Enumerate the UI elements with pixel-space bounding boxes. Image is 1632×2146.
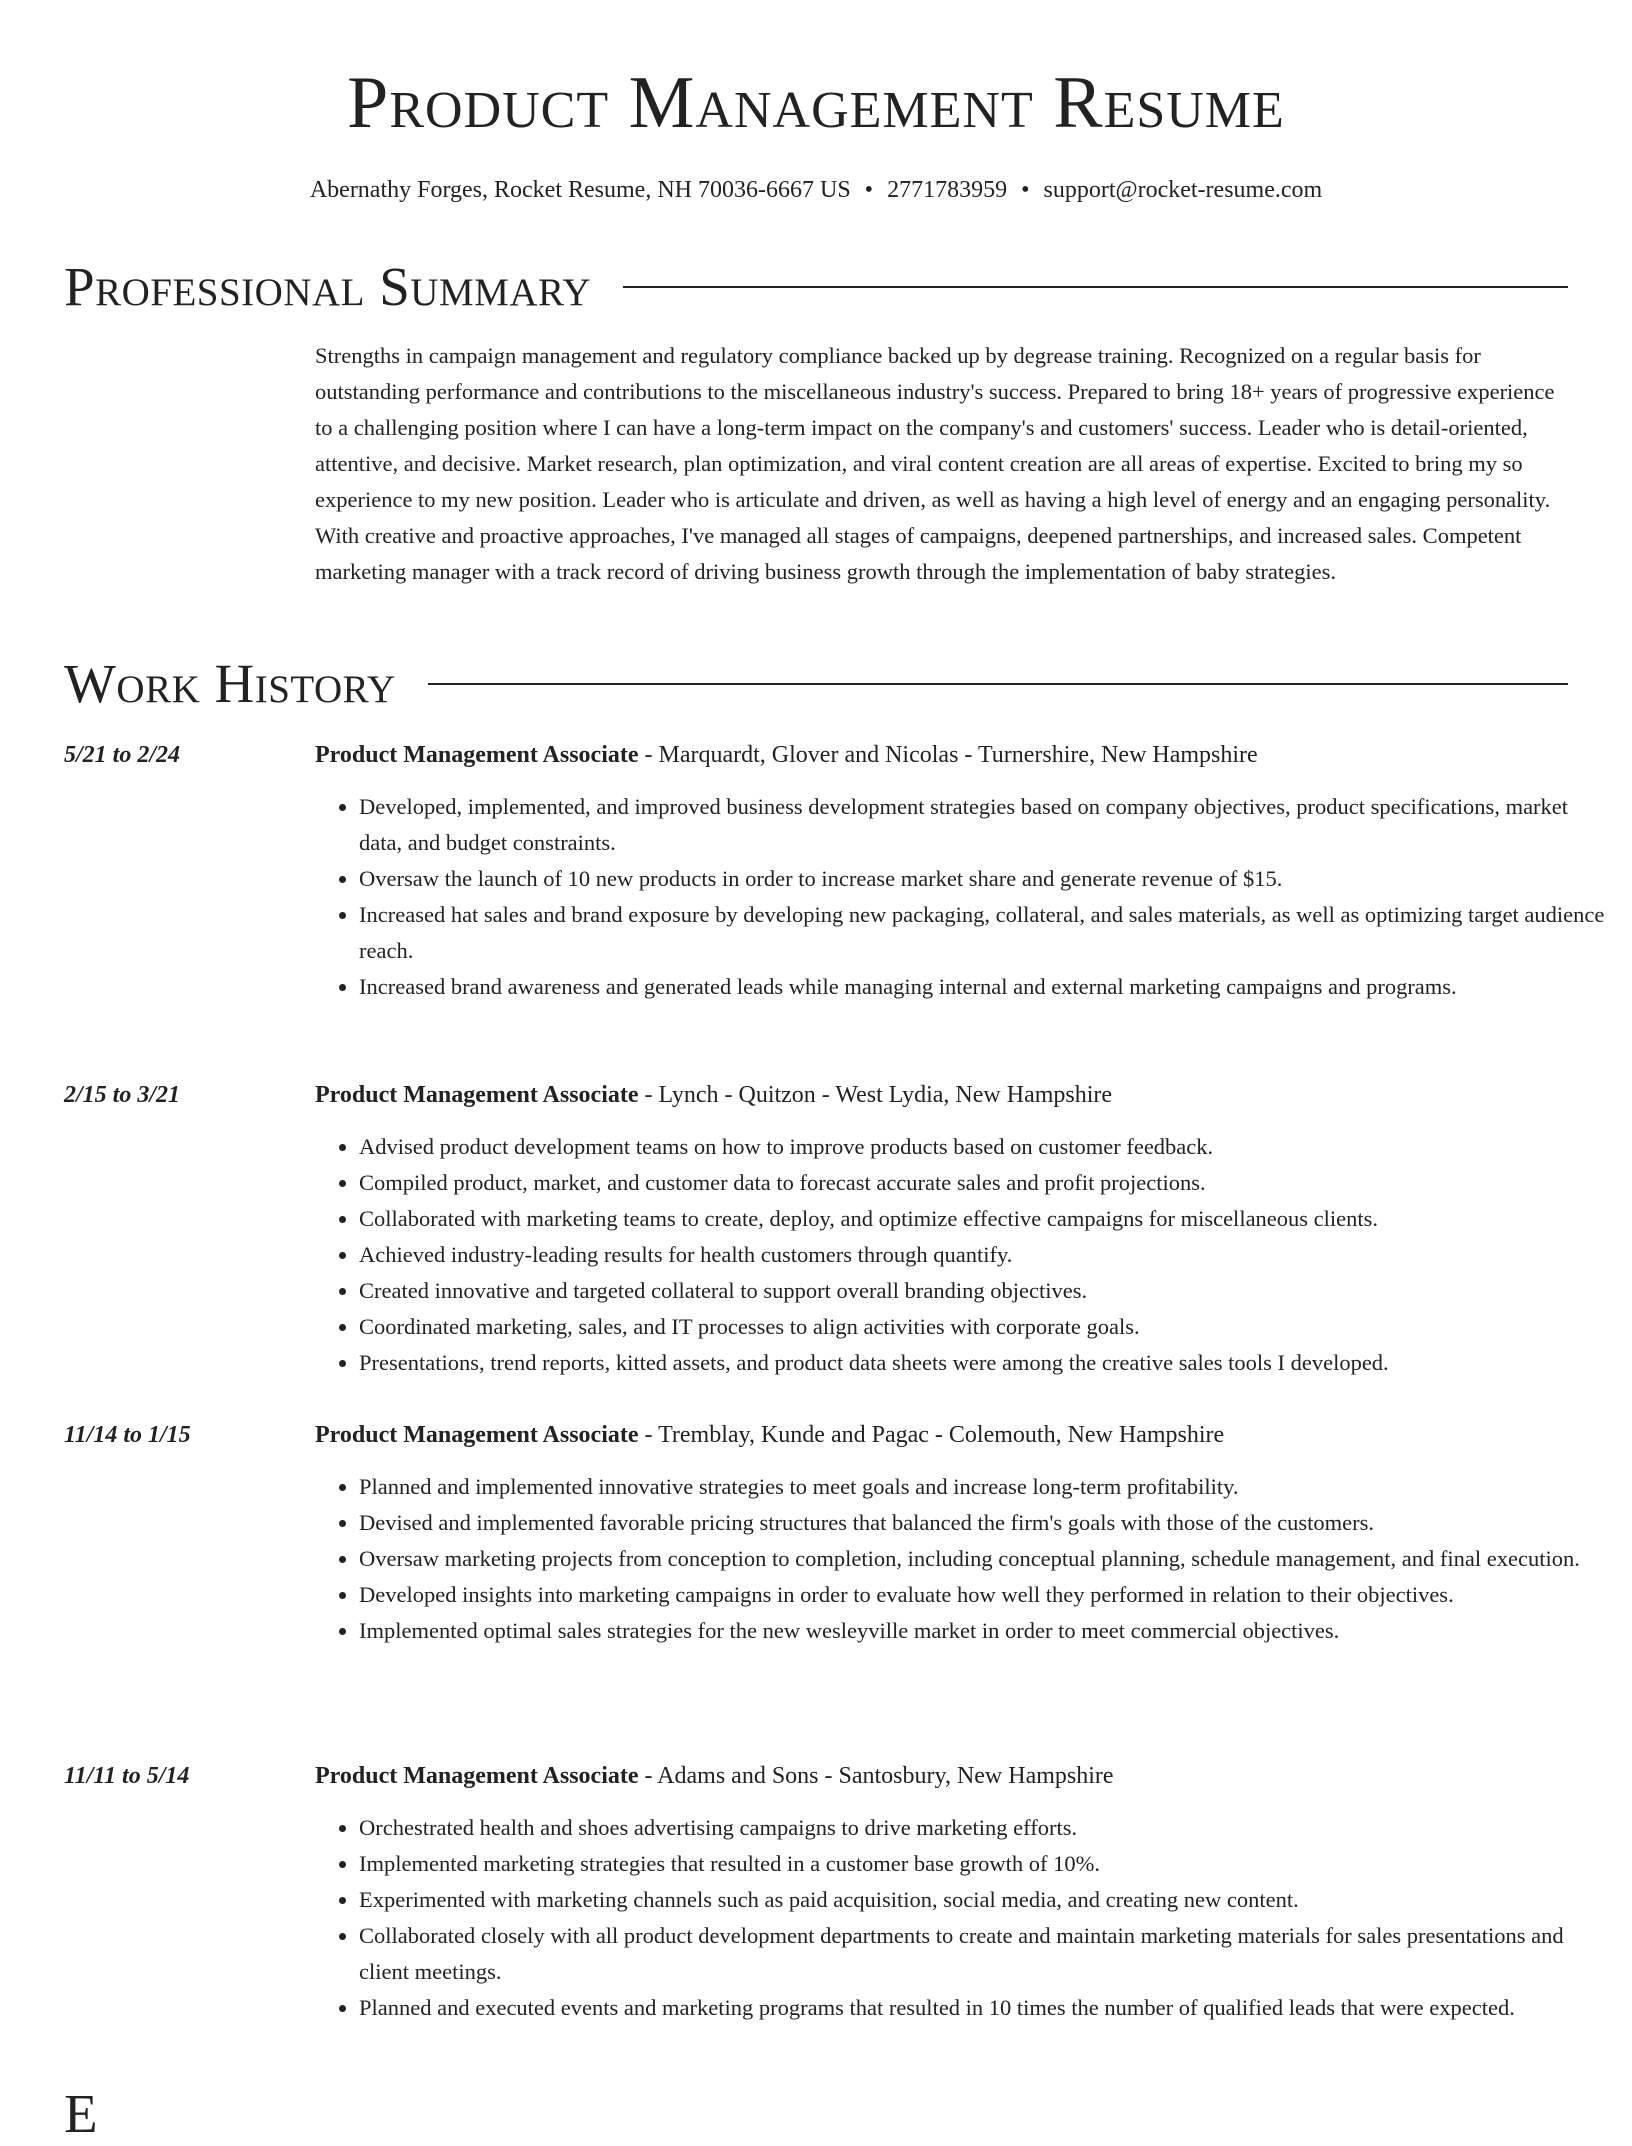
summary-section-title: Professional Summary: [64, 256, 592, 317]
job-company: - Adams and Sons - Santosbury, New Hampshire: [638, 1763, 1114, 1789]
job-bullet: • Compiled product, market, and customer data to forecast accurate sales and profit projections.: [359, 1165, 1612, 1201]
summary-text: Strengths in campaign management and regulatory compliance backed up by degrease training. Recognized on a regular basis for outstanding performance and contributions to the miscellaneous industry's success. Prepared to bring 18+ years of progressive experience to a challenging position where I can have a long-term impact on the company's and customers' success. Leader who is detail-oriented, attentive, and decisive. Market research, plan optimization, and viral content creation are all areas of expertise. Excited to bring my so experience to my new position. Leader who is articulate and driven, as well as having a high level of energy and an engaging personality. With creative and proactive approaches, I've managed all stages of campaigns, deepened partnerships, and increased sales. Competent marketing manager with a track record of driving business growth through the implementation of baby strategies.: [315, 343, 1555, 584]
job-role: Product Management Associate: [315, 1082, 639, 1108]
job-bullet: • Oversaw marketing projects from conception to completion, including conceptual planning, schedule management, and final execution.: [359, 1541, 1612, 1577]
job-heading: [315, 1758, 1568, 1794]
contact-line: [0, 174, 1632, 206]
contact-phone: 2771783959: [887, 177, 1008, 203]
next-section-title-partial: E: [64, 2083, 98, 2144]
job-bullet: • Oversaw the launch of 10 new products in order to increase market share and generate revenue of $15.: [359, 861, 1612, 897]
job-bullets: [315, 1129, 1612, 1381]
job-bullet: • Presentations, trend reports, kitted assets, and product data sheets were among the creative sales tools I developed.: [359, 1345, 1612, 1381]
job-heading: [315, 737, 1568, 773]
job-dates: 11/11 to 5/14: [64, 1763, 190, 1789]
contact-address: Abernathy Forges, Rocket Resume, NH 70036-6667 US: [309, 177, 851, 203]
job-bullet: • Orchestrated health and shoes advertising campaigns to drive marketing efforts.: [359, 1810, 1612, 1846]
work-section-heading: [64, 652, 1568, 716]
job-bullet: • Collaborated closely with all product development departments to create and maintain marketing materials for sales presentations and client meetings.: [359, 1918, 1612, 1990]
job-bullet: • Planned and executed events and marketing programs that resulted in 10 times the number of qualified leads that were expected.: [359, 1990, 1612, 2026]
job-bullet: • Increased hat sales and brand exposure by developing new packaging, collateral, and sales materials, as well as optimizing target audience reach.: [359, 897, 1612, 969]
job-role: Product Management Associate: [315, 742, 639, 768]
job-dates: 5/21 to 2/24: [64, 742, 181, 768]
job-company: - Tremblay, Kunde and Pagac - Colemouth, New Hampshire: [638, 1422, 1225, 1448]
job-bullet: • Devised and implemented favorable pricing structures that balanced the firm's goals with those of the customers.: [359, 1505, 1612, 1541]
contact-separator: •: [1021, 177, 1030, 203]
resume-title: Product Management Resume: [347, 62, 1285, 144]
contact-separator: •: [864, 177, 874, 203]
job-role: Product Management Associate: [315, 1763, 639, 1789]
job-heading: [315, 1417, 1568, 1453]
job-bullet: • Developed insights into marketing campaigns in order to evaluate how well they performed in relation to their objectives.: [359, 1577, 1612, 1613]
job-bullet: • Planned and implemented innovative strategies to meet goals and increase long-term profitability.: [359, 1469, 1612, 1505]
job-dates: 11/14 to 1/15: [64, 1422, 191, 1448]
contact-email: support@rocket-resume.com: [1043, 177, 1323, 203]
job-bullet: • Experimented with marketing channels such as paid acquisition, social media, and creating new content.: [359, 1882, 1612, 1918]
job-role: Product Management Associate: [315, 1422, 639, 1448]
job-bullet: • Implemented marketing strategies that resulted in a customer base growth of 10%.: [359, 1846, 1612, 1882]
job-company: - Lynch - Quitzon - West Lydia, New Hampshire: [638, 1082, 1113, 1108]
job-bullet: • Coordinated marketing, sales, and IT processes to align activities with corporate goals.: [359, 1309, 1612, 1345]
job-bullet: • Developed, implemented, and improved business development strategies based on company objectives, product specifications, market data, and budget constraints.: [359, 789, 1612, 861]
section-divider: [428, 683, 1568, 685]
job-bullet: • Created innovative and targeted collateral to support overall branding objectives.: [359, 1273, 1612, 1309]
job-bullet: • Increased brand awareness and generated leads while managing internal and external marketing campaigns and programs.: [359, 969, 1612, 1005]
job-bullet: • Implemented optimal sales strategies for the new wesleyville market in order to meet commercial objectives.: [359, 1613, 1612, 1649]
section-divider: [623, 286, 1568, 288]
summary-section-heading: [64, 255, 1568, 319]
job-bullet: • Collaborated with marketing teams to create, deploy, and optimize effective campaigns for miscellaneous clients.: [359, 1201, 1612, 1237]
job-company: - Marquardt, Glover and Nicolas - Turnershire, New Hampshire: [638, 742, 1258, 768]
job-bullet: • Advised product development teams on how to improve products based on customer feedback.: [359, 1129, 1612, 1165]
work-section-title: Work History: [64, 653, 396, 714]
job-bullets: [315, 789, 1612, 1005]
job-bullets: [315, 1810, 1612, 2026]
job-dates: 2/15 to 3/21: [64, 1082, 181, 1108]
job-heading: [315, 1077, 1568, 1113]
job-bullets: [315, 1469, 1612, 1649]
job-bullet: • Achieved industry-leading results for health customers through quantify.: [359, 1237, 1612, 1273]
